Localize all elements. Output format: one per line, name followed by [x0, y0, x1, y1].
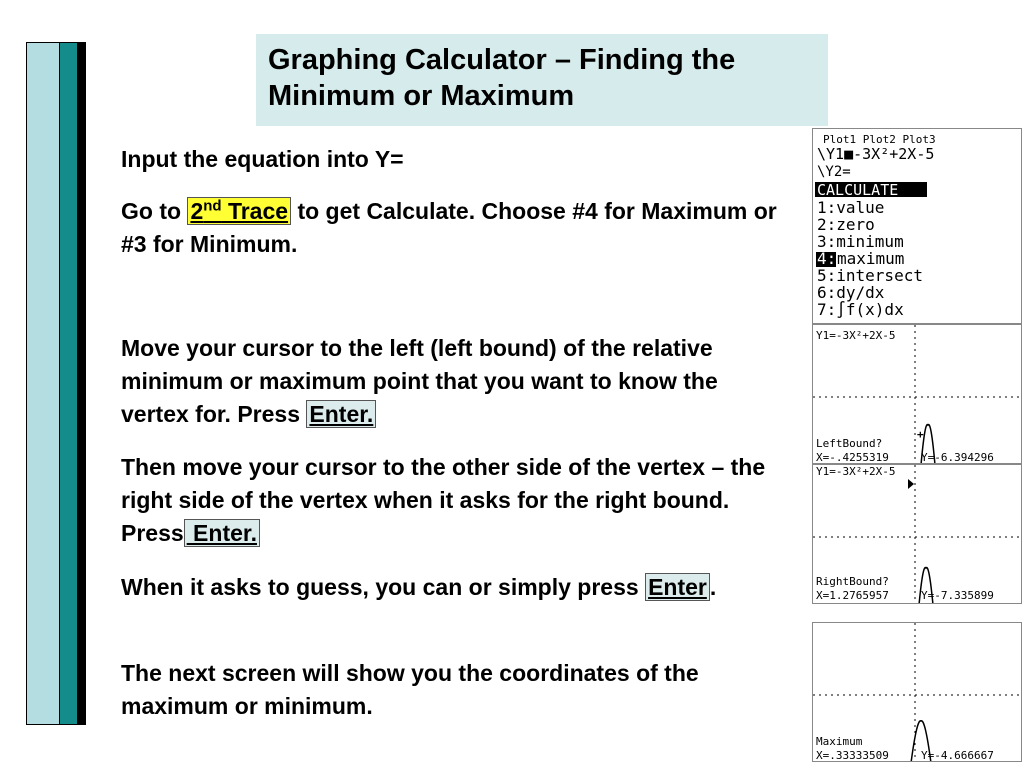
- key-2nd: 2nd Trace: [187, 197, 291, 225]
- menu-item-value: 1:value: [817, 198, 885, 217]
- menu-item-intersect: 5:intersect: [817, 266, 923, 285]
- y1-equation: \Y1■-3X²+2X-5: [817, 145, 935, 163]
- menu-item-minimum: 3:minimum: [817, 232, 904, 251]
- slide-title: Graphing Calculator – Finding the Minimum or Maximum: [268, 44, 736, 112]
- calculate-menu-title: CALCULATE: [817, 181, 899, 199]
- calculator-screen-calculate-menu: [812, 128, 1022, 324]
- step-guess: When it asks to guess, you can or simply press Enter .: [121, 574, 717, 600]
- left-decor-bar-light: [26, 42, 60, 725]
- step-right-bound: Then move your cursor to the other side of the vertex – the right side of the vertex when it asks for the right bound. Press Enter.: [121, 454, 766, 546]
- bound-prompt: RightBound?: [816, 575, 889, 588]
- y2-equation: \Y2=: [817, 164, 851, 180]
- key-enter: Enter.: [306, 400, 376, 428]
- x-coordinate: X=.33333509: [816, 749, 889, 762]
- x-coordinate: X=-.4255319: [816, 451, 889, 464]
- y-coordinate: Y=-4.666667: [921, 749, 994, 762]
- text: to get Calculate. Choose #4 for Maximum or #3 for Minimum.: [121, 198, 777, 257]
- menu-item-maximum: maximum: [837, 249, 905, 268]
- key-enter: Enter: [645, 573, 710, 601]
- menu-item-dydx: 6:dy/dx: [817, 283, 885, 302]
- calculator-screen-right-bound: [812, 464, 1022, 604]
- menu-item-maximum-number: 4:: [817, 249, 837, 268]
- x-coordinate: X=1.2765957: [816, 589, 889, 602]
- left-decor-bar-teal: [60, 42, 77, 725]
- plots-row: Plot1 Plot2 Plot3: [823, 133, 936, 146]
- text: Go to: [121, 198, 188, 224]
- calculator-screen-maximum: [812, 622, 1022, 762]
- y-coordinate: Y=-7.335899: [921, 589, 994, 602]
- equation-label: Y1=-3X²+2X-5: [816, 465, 896, 478]
- key-enter: Enter.: [184, 519, 260, 547]
- equation-label: Y1=-3X²+2X-5: [816, 329, 896, 342]
- step-result: The next screen will show you the coordinates of the maximum or minimum.: [121, 660, 699, 719]
- menu-item-integral: 7:∫f(x)dx: [817, 300, 904, 319]
- step-input-equation: Input the equation into Y=: [121, 146, 404, 172]
- left-decor-bar-black: [77, 42, 86, 725]
- step-go-to-calculate: [121, 195, 791, 261]
- bound-prompt: LeftBound?: [816, 437, 883, 450]
- calculator-screen-left-bound: [812, 324, 1022, 464]
- title-box: [256, 34, 828, 126]
- step-left-bound: Move your cursor to the left (left bound) of the relative minimum or maximum point that you want to know the vertex for. Press Enter.: [121, 335, 718, 427]
- y-coordinate: Y=-6.394296: [921, 451, 994, 464]
- svg-text:+: +: [917, 428, 924, 441]
- result-prompt: Maximum: [816, 735, 863, 748]
- menu-item-zero: 2:zero: [817, 215, 875, 234]
